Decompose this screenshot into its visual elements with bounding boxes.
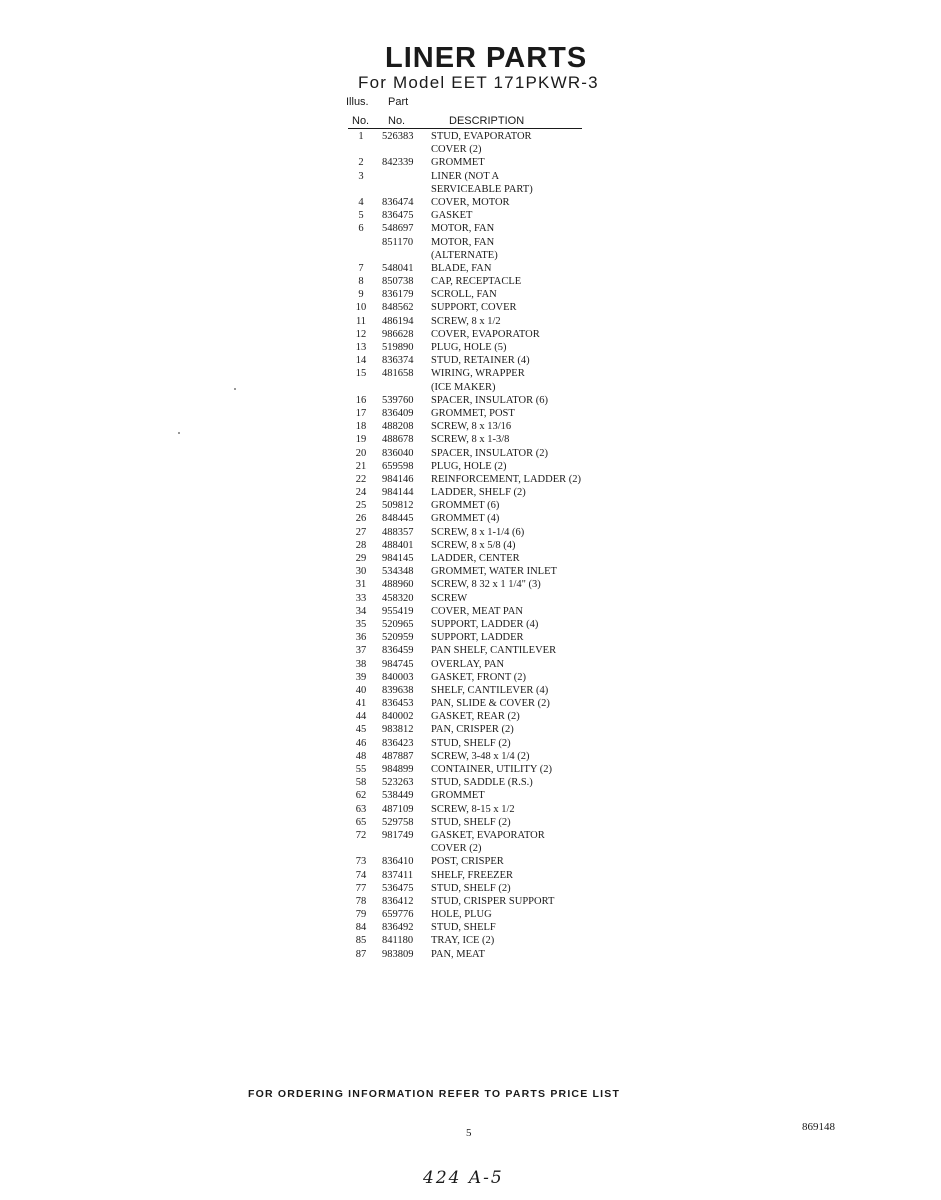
description-cell: SPACER, INSULATOR (2) (431, 447, 548, 459)
illus-no-cell: 65 (355, 816, 367, 828)
illus-no-cell: 78 (355, 895, 367, 907)
description-cell: COVER (2) (431, 843, 482, 855)
part-no-cell: 986628 (382, 328, 414, 340)
illus-no-cell: 87 (355, 948, 367, 960)
description-cell: SUPPORT, LADDER (4) (431, 618, 539, 630)
part-no-cell: 841180 (382, 935, 414, 947)
description-cell: PAN, MEAT (431, 948, 485, 960)
table-row (0, 737, 941, 750)
table-row (0, 499, 941, 512)
illus-no-cell: 7 (358, 262, 364, 274)
table-row (0, 407, 941, 420)
description-cell: STUD, CRISPER SUPPORT (431, 895, 555, 907)
table-row (0, 394, 941, 407)
illus-no-cell: 10 (355, 302, 367, 314)
table-row (0, 367, 941, 380)
description-cell: SPACER, INSULATOR (6) (431, 394, 548, 406)
table-row (0, 209, 941, 222)
illus-no-cell: 55 (355, 764, 367, 775)
illus-no-cell: 12 (355, 328, 367, 340)
part-no-cell: 848562 (382, 302, 414, 314)
page-number: 5 (466, 1127, 472, 1139)
illus-no-cell: 36 (355, 632, 367, 644)
handwritten-note: 424 A-5 (423, 1168, 504, 1188)
description-cell: HOLE, PLUG (431, 909, 492, 921)
description-cell: GROMMET (6) (431, 500, 500, 512)
illus-no-cell: 73 (355, 856, 367, 868)
description-cell: COVER, MEAT PAN (431, 605, 523, 617)
part-no-cell: 984146 (382, 473, 414, 485)
illus-no-cell: 17 (355, 407, 367, 419)
part-no-cell: 984745 (382, 658, 414, 670)
table-row (0, 697, 941, 710)
table-row (0, 723, 941, 736)
description-cell: LADDER, CENTER (431, 553, 520, 564)
table-row (0, 934, 941, 947)
illus-no-cell: 37 (355, 645, 367, 657)
illus-no-cell: 16 (355, 394, 367, 406)
description-cell: WIRING, WRAPPER (431, 368, 525, 380)
illus-no-cell: 85 (355, 935, 367, 947)
table-row (0, 710, 941, 723)
part-no-cell: 519890 (382, 342, 414, 353)
table-row (0, 618, 941, 631)
table-row (0, 447, 941, 460)
description-cell: STUD, EVAPORATOR (431, 131, 532, 142)
description-cell: GROMMET (4) (431, 513, 500, 525)
illus-no-cell: 8 (358, 276, 364, 288)
description-cell: SCROLL, FAN (431, 289, 497, 301)
description-cell: SCREW, 8 x 5/8 (4) (431, 539, 516, 551)
part-no-cell: 840003 (382, 671, 414, 683)
table-row (0, 552, 941, 565)
illus-no-cell: 79 (355, 909, 367, 921)
description-cell: GROMMET (431, 790, 485, 802)
illus-no-cell: 26 (355, 513, 367, 525)
description-cell: STUD, RETAINER (4) (431, 355, 530, 367)
part-no-cell: 488401 (382, 539, 414, 551)
description-cell: COVER (2) (431, 144, 482, 156)
illus-no-cell: 46 (355, 737, 367, 749)
part-no-cell: 526383 (382, 131, 414, 142)
table-row (0, 183, 941, 196)
table-row (0, 895, 941, 908)
header-description-label: DESCRIPTION (449, 115, 525, 127)
description-cell: SUPPORT, COVER (431, 302, 517, 314)
part-no-cell: 983809 (382, 948, 414, 960)
part-no-cell: 836453 (382, 698, 414, 710)
table-row (0, 512, 941, 525)
description-cell: PLUG, HOLE (5) (431, 342, 507, 353)
part-no-cell: 836423 (382, 737, 414, 749)
part-no-cell: 983812 (382, 724, 414, 736)
description-cell: SUPPORT, LADDER (431, 632, 524, 644)
header-illus-label: Illus. (346, 96, 369, 108)
table-row (0, 921, 941, 934)
illus-no-cell: 20 (355, 447, 367, 459)
part-no-cell: 984145 (382, 553, 414, 564)
description-cell: LINER (NOT A (431, 170, 500, 182)
illus-no-cell: 4 (358, 196, 364, 208)
table-row (0, 565, 941, 578)
table-row (0, 170, 941, 183)
part-no-cell: 520965 (382, 618, 414, 630)
description-cell: GASKET, FRONT (2) (431, 671, 526, 683)
description-cell: SCREW, 8 32 x 1 1/4" (3) (431, 579, 541, 591)
header-rule (348, 128, 582, 129)
table-row (0, 592, 941, 605)
table-row (0, 539, 941, 552)
part-no-cell: 842339 (382, 157, 414, 169)
table-row (0, 763, 941, 776)
illus-no-cell: 15 (355, 368, 367, 380)
table-row (0, 433, 941, 446)
description-cell: GASKET (431, 210, 473, 222)
illus-no-cell: 24 (355, 487, 367, 499)
model-subtitle: For Model EET 171PKWR-3 (358, 73, 599, 92)
description-cell: REINFORCEMENT, LADDER (2) (431, 473, 582, 485)
part-no-cell: 548041 (382, 262, 414, 274)
table-row (0, 236, 941, 249)
part-no-cell: 836474 (382, 196, 414, 208)
table-row (0, 196, 941, 209)
illus-no-cell: 14 (355, 355, 367, 367)
table-row (0, 341, 941, 354)
description-cell: SCREW (431, 592, 468, 604)
part-no-cell: 836492 (382, 922, 414, 934)
table-row (0, 803, 941, 816)
part-no-cell: 836459 (382, 645, 414, 657)
illus-no-cell: 27 (355, 526, 367, 538)
table-row (0, 671, 941, 684)
description-cell: STUD, SHELF (2) (431, 882, 511, 894)
part-no-cell: 836409 (382, 407, 414, 419)
table-row (0, 644, 941, 657)
description-cell: SCREW, 8 x 1/2 (431, 315, 501, 327)
table-row (0, 842, 941, 855)
illus-no-cell: 40 (355, 684, 367, 696)
description-cell: COVER, EVAPORATOR (431, 328, 540, 340)
description-cell: TRAY, ICE (2) (431, 935, 495, 947)
description-cell: CAP, RECEPTACLE (431, 276, 522, 288)
part-no-cell: 458320 (382, 592, 414, 604)
illus-no-cell: 35 (355, 618, 367, 630)
description-cell: CONTAINER, UTILITY (2) (431, 764, 552, 775)
part-no-cell: 836374 (382, 355, 414, 367)
description-cell: SCREW, 8-15 x 1/2 (431, 803, 515, 815)
illus-no-cell: 30 (355, 566, 367, 578)
illus-no-cell: 31 (355, 579, 367, 591)
part-no-cell: 659598 (382, 460, 414, 472)
description-cell: LADDER, SHELF (2) (431, 487, 526, 499)
part-no-cell: 839638 (382, 684, 414, 696)
part-no-cell: 836040 (382, 447, 414, 459)
table-row (0, 130, 941, 143)
part-no-cell: 659776 (382, 909, 414, 921)
document-number: 869148 (802, 1121, 835, 1133)
part-no-cell: 548697 (382, 223, 414, 235)
table-row (0, 684, 941, 697)
table-row (0, 156, 941, 169)
part-no-cell: 539760 (382, 394, 414, 406)
table-row (0, 750, 941, 763)
description-cell: SCREW, 3-48 x 1/4 (2) (431, 750, 530, 762)
part-no-cell: 840002 (382, 711, 414, 723)
part-no-cell: 529758 (382, 816, 414, 828)
illus-no-cell: 9 (358, 289, 364, 301)
part-no-cell: 836412 (382, 895, 414, 907)
illus-no-cell: 21 (355, 460, 367, 472)
description-cell: SHELF, FREEZER (431, 869, 514, 881)
table-row (0, 275, 941, 288)
part-no-cell: 538449 (382, 790, 414, 802)
illus-no-cell: 6 (358, 223, 364, 235)
part-no-cell: 851170 (382, 236, 414, 248)
part-no-cell: 984899 (382, 764, 414, 775)
part-no-cell: 520959 (382, 632, 414, 644)
part-no-cell: 836475 (382, 210, 414, 222)
description-cell: SHELF, CANTILEVER (4) (431, 684, 549, 696)
description-cell: STUD, SADDLE (R.S.) (431, 777, 533, 789)
illus-no-cell: 28 (355, 539, 367, 551)
part-no-cell: 534348 (382, 566, 414, 578)
description-cell: STUD, SHELF (2) (431, 737, 511, 749)
illus-no-cell: 1 (358, 131, 364, 142)
table-row (0, 262, 941, 275)
description-cell: OVERLAY, PAN (431, 658, 505, 670)
description-cell: SCREW, 8 x 1-1/4 (6) (431, 526, 525, 538)
description-cell: GASKET, REAR (2) (431, 711, 520, 723)
description-cell: (ALTERNATE) (431, 249, 498, 261)
table-row (0, 420, 941, 433)
illus-no-cell: 63 (355, 803, 367, 815)
illus-no-cell: 41 (355, 698, 367, 710)
description-cell: PAN, SLIDE & COVER (2) (431, 698, 550, 710)
part-no-cell: 850738 (382, 276, 414, 288)
description-cell: GROMMET, POST (431, 407, 515, 419)
illus-no-cell: 48 (355, 750, 367, 762)
illus-no-cell: 39 (355, 671, 367, 683)
table-row (0, 776, 941, 789)
table-row (0, 249, 941, 262)
scan-speck (234, 388, 236, 390)
table-row (0, 855, 941, 868)
description-cell: POST, CRISPER (431, 856, 504, 868)
table-row (0, 526, 941, 539)
table-row (0, 789, 941, 802)
description-cell: STUD, SHELF (431, 922, 496, 934)
table-row (0, 222, 941, 235)
description-cell: (ICE MAKER) (431, 381, 496, 393)
part-no-cell: 488208 (382, 421, 414, 433)
illus-no-cell: 13 (355, 342, 367, 353)
part-no-cell: 955419 (382, 605, 414, 617)
table-row (0, 882, 941, 895)
part-no-cell: 486194 (382, 315, 414, 327)
description-cell: GROMMET (431, 157, 485, 169)
part-no-cell: 836410 (382, 856, 414, 868)
part-no-cell: 487109 (382, 803, 414, 815)
illus-no-cell: 45 (355, 724, 367, 736)
part-no-cell: 509812 (382, 500, 414, 512)
illus-no-cell: 77 (355, 882, 367, 894)
illus-no-cell: 29 (355, 553, 367, 564)
table-row (0, 631, 941, 644)
table-row (0, 354, 941, 367)
illus-no-cell: 3 (358, 170, 364, 182)
table-row (0, 460, 941, 473)
illus-no-cell: 25 (355, 500, 367, 512)
description-cell: PAN SHELF, CANTILEVER (431, 645, 557, 657)
description-cell: GASKET, EVAPORATOR (431, 829, 545, 841)
part-no-cell: 848445 (382, 513, 414, 525)
description-cell: BLADE, FAN (431, 262, 492, 274)
illus-no-cell: 33 (355, 592, 367, 604)
table-row (0, 869, 941, 882)
parts-list (0, 130, 941, 961)
header-part-no-label: No. (388, 115, 406, 127)
description-cell: MOTOR, FAN (431, 236, 495, 248)
illus-no-cell: 44 (355, 711, 367, 723)
illus-no-cell: 74 (355, 869, 367, 881)
illus-no-cell: 22 (355, 473, 367, 485)
table-row (0, 816, 941, 829)
part-no-cell: 836179 (382, 289, 414, 301)
part-no-cell: 981749 (382, 829, 414, 841)
table-row (0, 486, 941, 499)
table-row (0, 328, 941, 341)
illus-no-cell: 18 (355, 421, 367, 433)
description-cell: SCREW, 8 x 13/16 (431, 421, 512, 433)
table-row (0, 908, 941, 921)
part-no-cell: 488678 (382, 434, 414, 446)
part-no-cell: 523263 (382, 777, 414, 789)
description-cell: SERVICEABLE PART) (431, 183, 533, 195)
description-cell: STUD, SHELF (2) (431, 816, 511, 828)
illus-no-cell: 62 (355, 790, 367, 802)
table-row (0, 658, 941, 671)
header-part-label: Part (388, 96, 409, 108)
illus-no-cell: 5 (358, 210, 364, 222)
illus-no-cell: 38 (355, 658, 367, 670)
table-row (0, 315, 941, 328)
table-row (0, 948, 941, 961)
description-cell: COVER, MOTOR (431, 196, 510, 208)
illus-no-cell: 72 (355, 829, 367, 841)
part-no-cell: 481658 (382, 368, 414, 380)
illus-no-cell: 58 (355, 777, 367, 789)
table-row (0, 381, 941, 394)
part-no-cell: 536475 (382, 882, 414, 894)
part-no-cell: 487887 (382, 750, 414, 762)
illus-no-cell: 84 (355, 922, 367, 934)
page-title: LINER PARTS (385, 42, 588, 74)
part-no-cell: 837411 (382, 869, 414, 881)
illus-no-cell: 2 (358, 157, 364, 169)
header-illus-no-label: No. (352, 115, 370, 127)
scan-speck (178, 432, 180, 434)
illus-no-cell: 19 (355, 434, 367, 446)
table-row (0, 301, 941, 314)
table-row (0, 829, 941, 842)
illus-no-cell: 34 (355, 605, 367, 617)
ordering-info-footer: FOR ORDERING INFORMATION REFER TO PARTS PRICE LIST (248, 1088, 621, 1100)
table-row (0, 288, 941, 301)
table-row (0, 143, 941, 156)
description-cell: MOTOR, FAN (431, 223, 495, 235)
illus-no-cell: 11 (355, 315, 367, 327)
part-no-cell: 984144 (382, 487, 414, 499)
table-row (0, 578, 941, 591)
description-cell: PAN, CRISPER (2) (431, 724, 514, 736)
table-row (0, 473, 941, 486)
description-cell: GROMMET, WATER INLET (431, 566, 557, 578)
description-cell: PLUG, HOLE (2) (431, 460, 507, 472)
table-row (0, 605, 941, 618)
part-no-cell: 488357 (382, 526, 414, 538)
description-cell: SCREW, 8 x 1-3/8 (431, 434, 510, 446)
part-no-cell: 488960 (382, 579, 414, 591)
